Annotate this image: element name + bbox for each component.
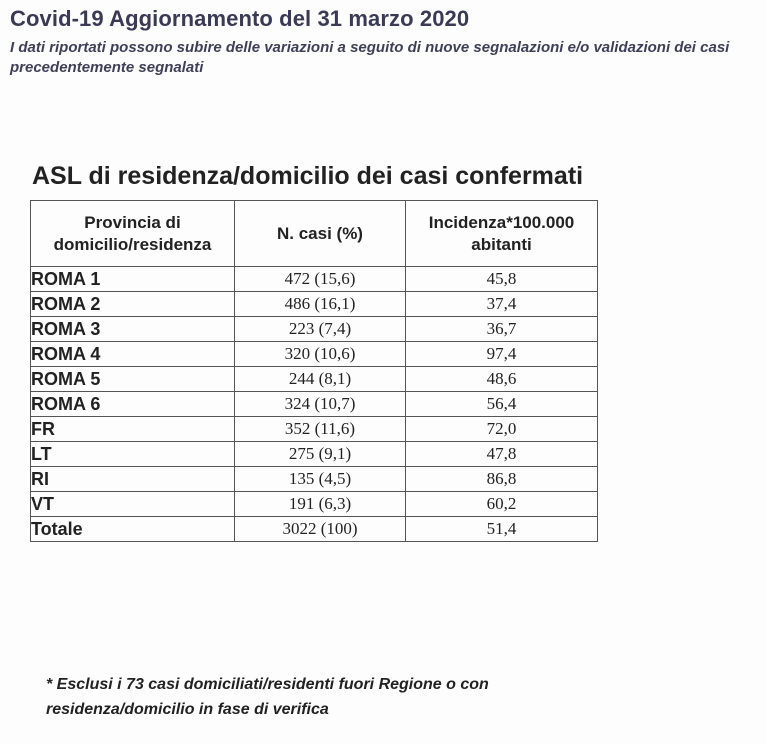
footnote bbox=[46, 672, 626, 722]
cell-provincia: RI bbox=[31, 467, 235, 492]
header-incidenza bbox=[406, 201, 598, 267]
cell-casi: 223 (7,4) bbox=[234, 317, 405, 342]
header-provincia bbox=[31, 201, 235, 267]
cell-provincia: ROMA 2 bbox=[31, 292, 235, 317]
header-incidenza-line2: abitanti bbox=[471, 234, 532, 254]
cell-casi: 135 (4,5) bbox=[234, 467, 405, 492]
cell-provincia: FR bbox=[31, 417, 235, 442]
cell-casi: 275 (9,1) bbox=[234, 442, 405, 467]
cell-provincia: ROMA 5 bbox=[31, 367, 235, 392]
cell-incidenza: 86,8 bbox=[406, 467, 598, 492]
table-row bbox=[31, 317, 598, 342]
cell-provincia: VT bbox=[31, 492, 235, 517]
page-subtitle: I dati riportati possono subire delle variazioni a seguito di nuove segnalazioni e/o validazioni dei casi precedentemente segnalati bbox=[10, 39, 730, 76]
cell-incidenza: 97,4 bbox=[406, 342, 598, 367]
table-title: ASL di residenza/domicilio dei casi confermati bbox=[32, 162, 584, 190]
cell-casi: 3022 (100) bbox=[234, 517, 405, 542]
table-row bbox=[31, 442, 598, 467]
cell-incidenza: 36,7 bbox=[406, 317, 598, 342]
cell-incidenza: 37,4 bbox=[406, 292, 598, 317]
header-provincia-line1: Provincia di bbox=[84, 212, 181, 232]
footnote-line1: * Esclusi i 73 casi domiciliati/residenti fuori Regione o con bbox=[46, 676, 489, 693]
cell-provincia: ROMA 4 bbox=[31, 342, 235, 367]
cases-table bbox=[30, 200, 598, 542]
table-total-row bbox=[31, 517, 598, 542]
cell-casi: 486 (16,1) bbox=[234, 292, 405, 317]
header-incidenza-line1: Incidenza*100.000 bbox=[428, 212, 575, 232]
cell-casi: 320 (10,6) bbox=[234, 342, 405, 367]
cell-incidenza: 45,8 bbox=[406, 267, 598, 292]
table-row bbox=[31, 342, 598, 367]
cell-provincia: LT bbox=[31, 442, 235, 467]
page-title: Covid-19 Aggiornamento del 31 marzo 2020 bbox=[10, 6, 470, 31]
footnote-line2: residenza/domicilio in fase di verifica bbox=[46, 701, 329, 718]
cell-casi: 324 (10,7) bbox=[234, 392, 405, 417]
table-header-row bbox=[31, 201, 598, 267]
cell-casi: 191 (6,3) bbox=[234, 492, 405, 517]
cell-provincia: ROMA 3 bbox=[31, 317, 235, 342]
table-row bbox=[31, 467, 598, 492]
cell-provincia: ROMA 6 bbox=[31, 392, 235, 417]
cell-casi: 352 (11,6) bbox=[234, 417, 405, 442]
header-provincia-line2: domicilio/residenza bbox=[53, 234, 212, 254]
cell-incidenza: 72,0 bbox=[406, 417, 598, 442]
table-row bbox=[31, 292, 598, 317]
table-row bbox=[31, 392, 598, 417]
cell-incidenza: 47,8 bbox=[406, 442, 598, 467]
cell-incidenza: 51,4 bbox=[406, 517, 598, 542]
table-row bbox=[31, 267, 598, 292]
table-row bbox=[31, 367, 598, 392]
cell-casi: 244 (8,1) bbox=[234, 367, 405, 392]
header-casi: N. casi (%) bbox=[234, 201, 405, 267]
table-row bbox=[31, 492, 598, 517]
cell-provincia: ROMA 1 bbox=[31, 267, 235, 292]
cell-incidenza: 48,6 bbox=[406, 367, 598, 392]
cell-incidenza: 60,2 bbox=[406, 492, 598, 517]
cell-casi: 472 (15,6) bbox=[234, 267, 405, 292]
cell-incidenza: 56,4 bbox=[406, 392, 598, 417]
cell-provincia: Totale bbox=[31, 517, 235, 542]
table-row bbox=[31, 417, 598, 442]
